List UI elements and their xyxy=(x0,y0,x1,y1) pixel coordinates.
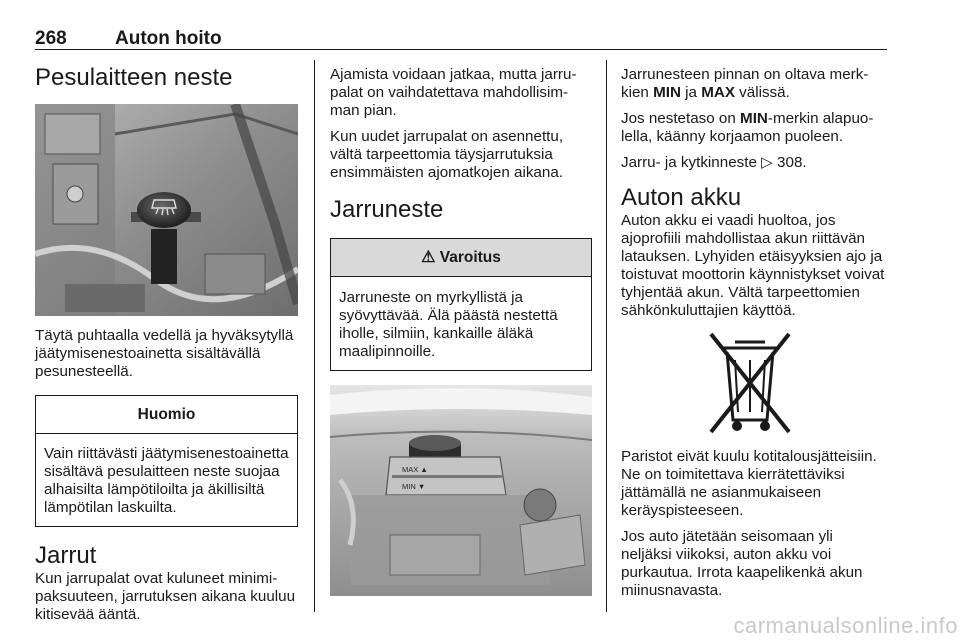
washer-reservoir-illustration xyxy=(35,104,298,316)
brakes-text: Kun jarrupalat ovat kuluneet minimipaksuuteen, jarrutuksen aikana kuuluu kitisevää ääntä. xyxy=(35,570,296,623)
min-label-2: MIN xyxy=(740,110,768,127)
recycle-bin-icon xyxy=(705,328,795,438)
column-divider-2 xyxy=(606,60,607,612)
warning-header xyxy=(331,239,591,277)
washer-fluid-text: Täytä puhtaalla vedellä ja hyväksytyllä jäätymisenestoainetta sisältävällä pesunesteellä. xyxy=(35,327,294,380)
notice-text: Vain riittävästi jäätymisenestoainetta sisältävä pesulaitteen neste suojaa alhaisilta lämpötiloilta ja äkillisiltä lämpötilan laskuilta. xyxy=(44,445,289,516)
fluid-level-text-a: Jarrunesteen pinnan on oltava merkkien xyxy=(621,66,869,101)
column-3 xyxy=(621,60,886,608)
fluid-level-text-b: ja xyxy=(680,84,702,101)
battery-recycling-text: Paristot eivät kuulu kotitalousjätteisiin. Ne on toimitettava kierrätettäviksi jättämällä ne asianmukaiseen keräyspisteeseen. xyxy=(621,448,877,519)
page-number: 268 xyxy=(35,28,67,49)
low-level-text-a: Jos nestetaso on xyxy=(621,110,741,127)
notice-box xyxy=(35,395,298,527)
fluid-level-text-c: välissä. xyxy=(734,84,790,101)
battery-heading: Auton akku xyxy=(621,184,742,211)
brake-fluid-photo xyxy=(330,385,592,596)
low-level-text xyxy=(621,110,886,146)
max-mark-label: MAX ▲ xyxy=(402,465,428,474)
page-header xyxy=(35,26,887,50)
battery-storage-text: Jos auto jätetään seisomaan yli neljäksi viikoksi, auton akku voi purkautua. Irrota kaapelikenkä akun miinusnavasta. xyxy=(621,528,863,599)
brake-fluid-heading: Jarruneste xyxy=(330,196,444,223)
crossed-bin-symbol xyxy=(621,328,886,436)
battery-text: Auton akku ei vaadi huoltoa, jos ajoprofiili mahdollistaa akun riittävän latauksen. Lyhyiden etäisyyksien ajo ja toistuvat moottorin käynnistykset voivat tyhjentää akun. Vältä tarpeettomien sähkönkuluttajien käyttöä. xyxy=(621,212,885,319)
new-pads-text: Kun uudet jarrupalat on asennettu, vältä tarpeettomia täysjarrutuksia ensimmäisten ajomatkojen aikana. xyxy=(330,128,564,181)
max-label: MAX xyxy=(701,84,735,101)
reference-page-link[interactable]: 308. xyxy=(777,154,807,171)
warning-text: Jarruneste on myrkyllistä ja syövyttävää. Älä päästä nestettä iholle, silmiin, kankaille äläkä maalipinnoille. xyxy=(339,289,558,360)
min-mark-label: MIN ▼ xyxy=(402,482,426,491)
reference-arrow-icon: ▷ xyxy=(761,154,773,171)
warning-title: Varoitus xyxy=(439,249,501,266)
washer-fluid-photo xyxy=(35,104,298,316)
section-title: Auton hoito xyxy=(115,28,222,49)
low-level-text-b: -merkin alapuolella, käänny korjaamon puoleen. xyxy=(621,110,874,145)
notice-title: Huomio xyxy=(36,396,297,434)
watermark: carmanualsonline.info xyxy=(733,613,958,638)
warning-icon: ⚠ xyxy=(421,249,436,266)
brakes-heading: Jarrut xyxy=(35,542,97,569)
column-divider-1 xyxy=(314,60,315,612)
fluid-reference xyxy=(621,154,886,172)
column-2 xyxy=(330,60,592,596)
column-1 xyxy=(35,60,298,632)
min-label: MIN xyxy=(653,84,681,101)
fluid-reference-text: Jarru- ja kytkinneste xyxy=(621,154,762,171)
warning-box xyxy=(330,238,592,371)
brake-reservoir-illustration xyxy=(330,385,592,596)
fluid-level-text xyxy=(621,66,886,102)
brake-pads-text: Ajamista voidaan jatkaa, mutta jarrupalat on vaihdatettava mahdollisimman pian. xyxy=(330,66,577,119)
washer-fluid-heading: Pesulaitteen neste xyxy=(35,64,233,91)
